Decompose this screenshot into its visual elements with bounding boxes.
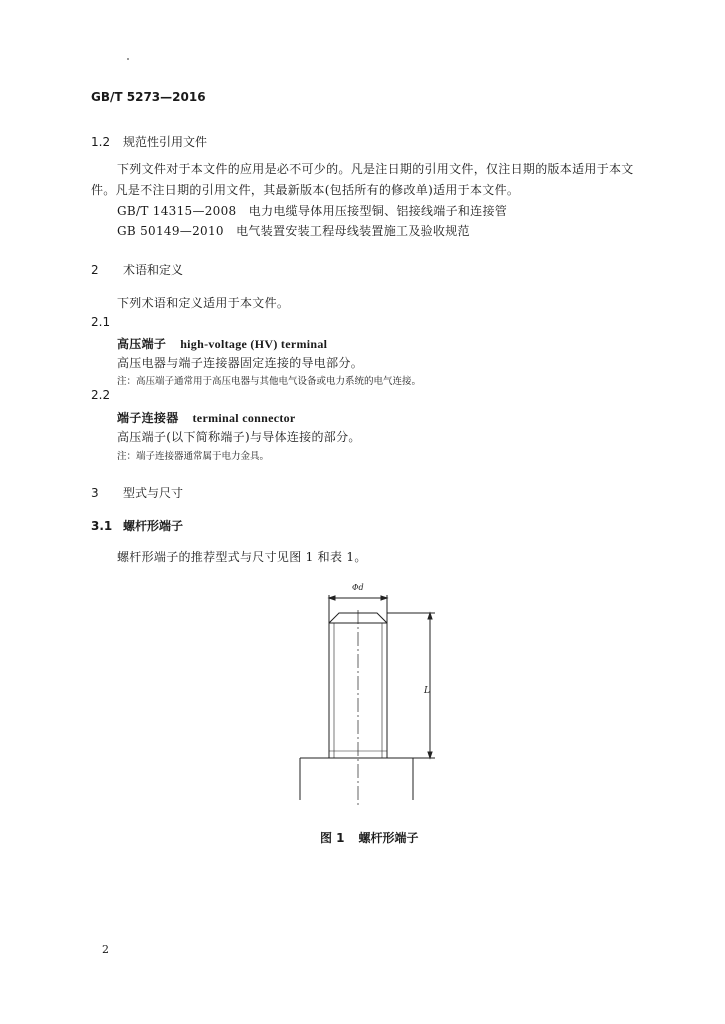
page-number: 2 <box>102 943 109 956</box>
paragraph-line: 下列文件对于本文件的应用是必不可少的。凡是注日期的引用文件，仅注日期的版本适用于本文 <box>117 162 634 176</box>
section-heading-3 <box>91 484 183 501</box>
section-title: 螺杆形端子 <box>123 519 184 533</box>
dimension-label-length: L <box>424 686 430 696</box>
term-chinese: 高压端子 <box>117 337 167 351</box>
section-heading-3-1 <box>91 517 183 534</box>
normative-reference: GB/T 14315—2008 电力电缆导体用压接型铜、铝接线端子和连接管 <box>117 204 508 218</box>
section-heading-2 <box>91 261 183 278</box>
section-number: 2 <box>91 263 99 277</box>
section-number: 3.1 <box>91 519 113 533</box>
section-title: 规范性引用文件 <box>123 135 208 149</box>
scan-speck <box>127 58 129 60</box>
section-title: 术语和定义 <box>123 263 184 277</box>
term-definition: 高压电器与端子连接器固定连接的导电部分。 <box>117 356 364 370</box>
arrowhead <box>381 596 387 600</box>
dimension-label-diameter: Φd <box>352 583 364 592</box>
term-english: high-voltage (HV) terminal <box>180 337 328 351</box>
section-number: 1.2 <box>91 135 111 149</box>
arrowhead <box>428 752 432 758</box>
term-number: 2.2 <box>91 388 111 402</box>
figure-number: 图 1 <box>320 831 345 845</box>
term-note: 注：高压端子通常用于高压电器与其他电气设备或电力系统的电气连接。 <box>117 376 422 387</box>
figure-screw-terminal <box>290 575 450 810</box>
paragraph: 螺杆形端子的推荐型式与尺寸见图 1 和表 1。 <box>117 550 367 564</box>
paragraph-line: 件。凡是不注日期的引用文件，其最新版本(包括所有的修改单)适用于本文件。 <box>91 183 520 197</box>
section-title: 型式与尺寸 <box>123 486 184 500</box>
arrowhead <box>329 596 335 600</box>
term-chinese: 端子连接器 <box>117 411 179 425</box>
arrowhead <box>428 613 432 619</box>
standard-number: GB/T 5273—2016 <box>91 90 206 104</box>
figure-title: 螺杆形端子 <box>358 831 419 845</box>
paragraph: 下列术语和定义适用于本文件。 <box>117 296 290 310</box>
term-entry <box>117 409 296 426</box>
term-english: terminal connector <box>192 411 296 425</box>
term-definition: 高压端子(以下简称端子)与导体连接的部分。 <box>117 430 361 444</box>
term-entry <box>117 335 327 352</box>
term-number: 2.1 <box>91 315 111 329</box>
figure-caption <box>320 829 419 846</box>
term-note: 注：端子连接器通常属于电力金具。 <box>117 451 270 462</box>
normative-reference: GB 50149—2010 电气装置安装工程母线装置施工及验收规范 <box>117 224 470 238</box>
section-heading-1-2 <box>91 133 207 150</box>
section-number: 3 <box>91 486 99 500</box>
